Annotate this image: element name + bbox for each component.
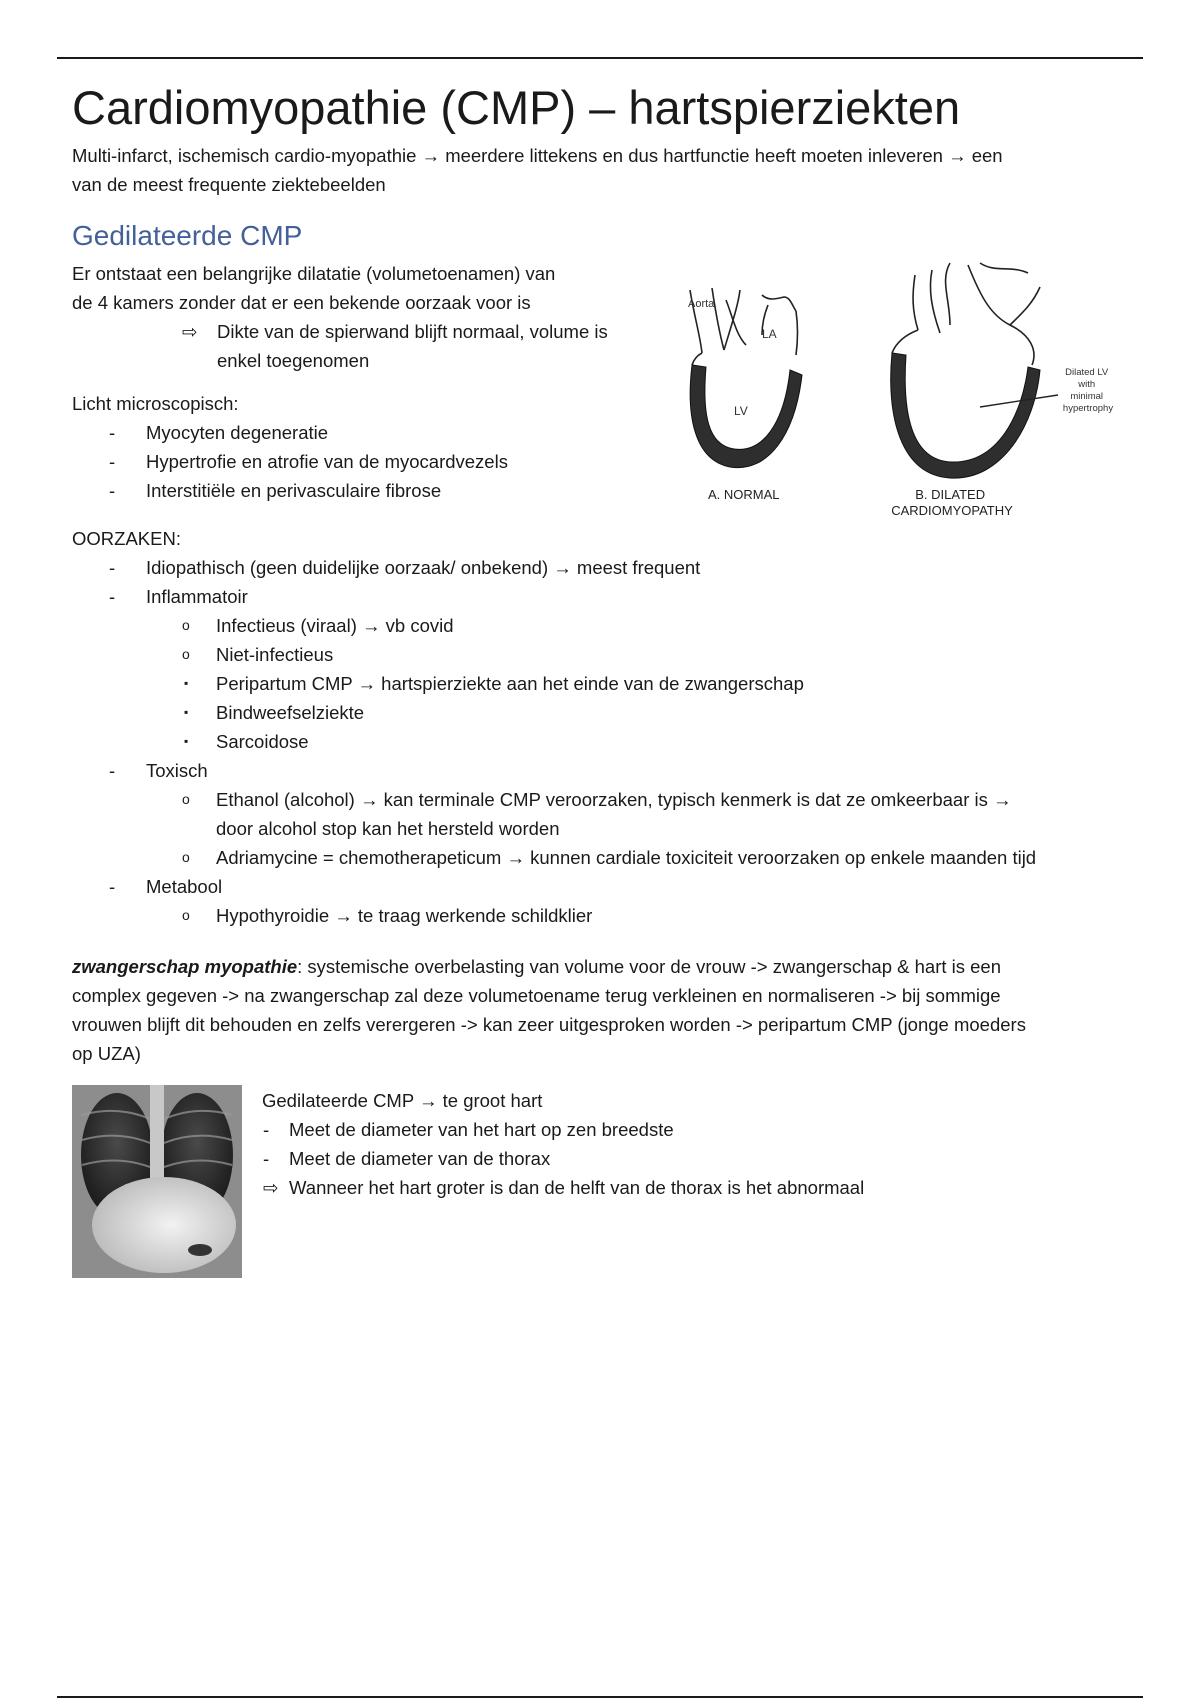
pregnancy-term: zwangerschap myopathie	[72, 956, 298, 977]
list-item	[72, 582, 1152, 756]
list-item-text: Myocyten degeneratie	[146, 422, 329, 443]
heart-diagram	[650, 255, 1130, 525]
list-item-text: Interstitiële en perivasculaire fibrose	[146, 480, 442, 501]
causes-list	[0, 553, 1152, 930]
xray-note-heading: Gedilateerde CMP → te groot hart	[262, 1090, 543, 1111]
list-item-text: Hypertrofie en atrofie van de myocardvezels	[146, 451, 508, 472]
xray-note-list	[262, 1115, 1142, 1202]
dilated-description	[72, 259, 652, 505]
causes-section	[72, 524, 1152, 930]
dash-marker: -	[109, 760, 116, 781]
pregnancy-line	[72, 952, 1152, 981]
label-lv: LV	[734, 404, 748, 418]
caption-dilated	[891, 487, 1013, 518]
label-aorta: Aorta	[688, 298, 715, 310]
list-item	[0, 669, 1152, 698]
list-item	[72, 611, 1152, 640]
dilated-lv-wall	[891, 353, 1040, 478]
circle-marker: o	[182, 617, 190, 633]
label-la: LA	[762, 327, 777, 341]
cause-ethanol	[216, 785, 1152, 843]
dash-marker: -	[109, 480, 116, 501]
dash-marker: -	[109, 586, 116, 607]
annotation-line: with	[1078, 379, 1096, 390]
list-item-text: Peripartum CMP → hartspierziekte aan het einde van de zwangerschap	[216, 673, 804, 694]
circle-marker: o	[182, 791, 190, 807]
intro-line: van de meest frequente ziektebeelden	[72, 174, 386, 195]
list-item	[262, 1144, 1142, 1173]
annotation-line: Dilated LV	[1065, 367, 1109, 378]
list-item	[72, 901, 1152, 930]
chest-xray-image	[72, 1085, 242, 1278]
pregnancy-paragraph	[72, 952, 1152, 1068]
arrow-marker-icon: ⇨	[182, 321, 198, 342]
annotation-line: hypertrophy	[1062, 403, 1114, 414]
list-item	[72, 553, 1152, 582]
caption-line: B. DILATED	[915, 487, 986, 502]
arrow-marker-icon: ⇨	[263, 1177, 279, 1198]
cause-non-infectious: Niet-infectieus	[216, 644, 334, 665]
dilated-heart-outline	[892, 263, 1040, 365]
wall-thickness-note	[182, 317, 652, 375]
list-item	[72, 418, 652, 447]
dash-marker: -	[109, 422, 116, 443]
micro-label: Licht microscopisch:	[72, 393, 239, 414]
cause-toxic: Toxisch	[146, 760, 208, 781]
list-item	[72, 640, 1152, 756]
dash-marker: -	[263, 1119, 270, 1140]
caption-normal: A. NORMAL	[708, 487, 780, 502]
list-item	[0, 727, 1152, 756]
square-bullet: ▪	[184, 734, 189, 748]
list-item	[72, 872, 1152, 930]
cause-infectious: Infectieus (viraal) → vb covid	[216, 615, 454, 636]
list-item	[72, 447, 652, 476]
cause-adriamycin: Adriamycine = chemotherapeticum → kunnen cardiale toxiciteit veroorzaken op enkele maanden tijd	[216, 847, 1037, 868]
caption-line: CARDIOMYOPATHY	[891, 503, 1013, 518]
list-item	[262, 1115, 1142, 1144]
ethanol-line: Ethanol (alcohol) → kan terminale CMP veroorzaken, typisch kenmerk is dat ze omkeerbaar is →	[216, 789, 1012, 810]
pregnancy-line: op UZA)	[72, 1043, 141, 1064]
non-infectious-sublist	[0, 669, 1152, 756]
cause-inflammatory: Inflammatoir	[146, 586, 248, 607]
note-line: Dikte van de spierwand blijft normaal, volume is	[217, 321, 608, 342]
dash-marker: -	[109, 876, 116, 897]
toxic-sublist	[72, 785, 1152, 872]
list-item	[72, 476, 652, 505]
list-item-text: Bindweefselziekte	[216, 702, 365, 723]
xray-note	[262, 1086, 1142, 1202]
list-item	[262, 1173, 1142, 1202]
micro-list	[0, 418, 652, 505]
dilated-text-line: Er ontstaat een belangrijke dilatatie (volumetoenamen) van	[72, 263, 556, 284]
cause-hypothyroidism: Hypothyroidie → te traag werkende schildklier	[216, 905, 593, 926]
ethanol-line: door alcohol stop kan het hersteld worden	[216, 818, 560, 839]
top-rule	[57, 57, 1143, 59]
pregnancy-line: complex gegeven -> na zwangerschap zal deze volumetoename terug verkleinen en normaliseren -> bij sommige	[72, 985, 1001, 1006]
list-item	[72, 843, 1152, 872]
note-line: enkel toegenomen	[217, 350, 370, 371]
page-title: Cardiomyopathie (CMP) – hartspierziekten	[72, 81, 961, 134]
pregnancy-text: : systemische overbelasting van volume voor de vrouw -> zwangerschap & hart is een	[297, 956, 1002, 977]
xray-conclusion: Wanneer het hart groter is dan de helft van de thorax is het abnormaal	[289, 1177, 865, 1198]
list-item-text: Meet de diameter van het hart op zen breedste	[289, 1119, 674, 1140]
circle-marker: o	[182, 849, 190, 865]
annotation-line: minimal	[1070, 391, 1104, 402]
list-item	[72, 756, 1152, 872]
intro-paragraph	[72, 141, 1152, 199]
bottom-rule	[57, 1696, 1143, 1698]
inflammatory-sublist	[72, 611, 1152, 756]
circle-marker: o	[182, 646, 190, 662]
section-heading-dilated-cmp: Gedilateerde CMP	[72, 220, 303, 251]
dash-marker: -	[109, 451, 116, 472]
list-item-text: Sarcoidose	[216, 731, 309, 752]
square-bullet: ▪	[184, 705, 189, 719]
causes-label: OORZAKEN:	[72, 528, 181, 549]
cause-metabolic: Metabool	[146, 876, 223, 897]
list-item	[0, 698, 1152, 727]
square-bullet: ▪	[184, 676, 189, 690]
list-item	[72, 785, 1152, 843]
annotation-text	[1063, 367, 1113, 414]
cause-idiopathic: Idiopathisch (geen duidelijke oorzaak/ onbekend) → meest frequent	[146, 557, 701, 578]
dash-marker: -	[263, 1148, 270, 1169]
list-item-text: Meet de diameter van de thorax	[289, 1148, 551, 1169]
pregnancy-line: vrouwen blijft dit behouden en zelfs verergeren -> kan zeer uitgesproken worden -> peripartum CMP (jonge moeders	[72, 1014, 1026, 1035]
dash-marker: -	[109, 557, 116, 578]
dilated-text-line: de 4 kamers zonder dat er een bekende oorzaak voor is	[72, 292, 531, 313]
intro-line: Multi-infarct, ischemisch cardio-myopathie → meerdere littekens en dus hartfunctie heeft moeten inleveren → een	[72, 145, 1003, 166]
metabolic-sublist	[72, 901, 1152, 930]
circle-marker: o	[182, 907, 190, 923]
